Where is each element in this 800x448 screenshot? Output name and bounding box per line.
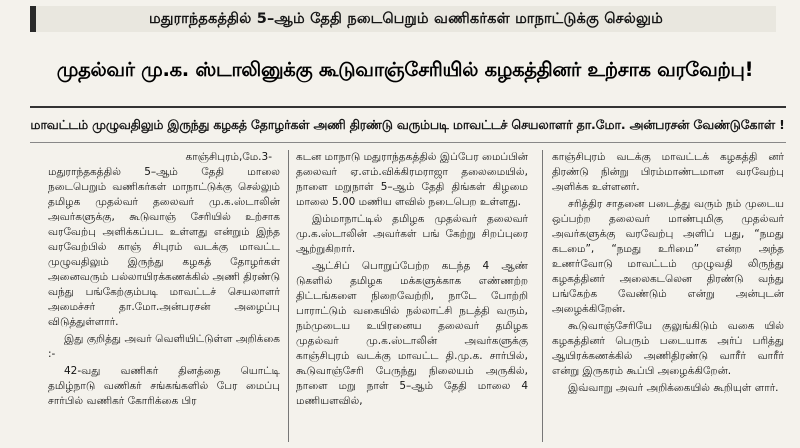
subhead-rule [30, 142, 786, 143]
headline: முதல்வர் மு.க. ஸ்டாலினுக்கு கூடுவாஞ்சேரியில் கழகத்தினர் உற்சாக வரவேற்பு! [56, 58, 754, 81]
paragraph: கூடுவாஞ்சேரியே குலுங்கிடும் வகை யில் கழகத்தினர் பெரும் படையாக அர்ப் பரித்து ஆயிரக்கணக்கில் அணிதிரண்டு வாரீர் வாரீர் என்று இருகரம் கூப்பி அழைக்கிறேன். [552, 320, 784, 377]
article-column-3 [552, 150, 784, 445]
paragraph: ஆட்சிப் பொறுப்பேற்ற கடந்த 4 ஆண் டுகளில் தமிழக மக்களுக்காக எண்ணற்ற திட்டங்களை நிறைவேற்றி, நாடே போற்றி பாராட்டும் வகையில் நல்லாட்சி நடத்தி வரும், நம்முடைய உயிரனைய தலைவர் தமிழக முதல்வர் மு.க.ஸ்டாலின் அவர்களுக்கு காஞ்சிபுரம் வடக்கு மாவட்ட தி.மு.க. சார்பில், கூடுவாஞ்சேரி பேருந்து நிலையம் அருகில், நாளை மறு நாள் 5–ஆம் தேதி மாலை 4 மணியளவில், [296, 260, 528, 407]
paragraph: கடன மாநாடு மதுராந்தகத்தில் இப்பேர மைப்பின் தலைவர் ஏ.எம்.விக்கிரமராஜா தலைமையில், நாளை மறுநாள் 5–ஆம் தேதி திங்கள் கிழமை மாலை 5.00 மணிய ளவில் நடைபெற உள்ளது. [296, 151, 528, 208]
paragraph: இம்மாநாட்டில் தமிழக முதல்வர் தலைவர் மு.க.ஸ்டாலின் அவர்கள் பங் கேற்று சிறப்புரை ஆற்றுகிறார். [296, 213, 528, 255]
dateline: காஞ்சிபுரம்,மே.3- [185, 151, 272, 163]
paragraph: சரித்திர சாதனை படைத்து வரும் நம் முடைய ஒப்பற்ற தலைவர் மாண்புமிகு முதல்வர் அவர்களுக்கு வரவேற்பு அளிப் பது, “நமது கடமை”, “நமது உரிமை” என்ற அந்த உணர்வோடு மாவட்டம் முழுவதி லிருந்து கழகத்தினர் அலைகடலென திரண்டு வந்து பங்கேற்க வேண்டும் என்று அன்புடன் அழைக்கிறேன். [552, 198, 784, 315]
paragraph: 42-வது வணிகர் தினத்தை யொட்டி தமிழ்நாடு வணிகர் சங்கங்களில் பேர மைப்பு சார்பில் வணிகர் கோரிக்கை பிர [48, 365, 280, 407]
article-column-1 [48, 150, 280, 445]
kicker-banner [30, 6, 776, 32]
kicker-text: மதுராந்தகத்தில் 5–ஆம் தேதி நடைபெறும் வணிகர்கள் மாநாட்டுக்கு செல்லும் [148, 11, 664, 27]
article-column-2 [296, 150, 528, 445]
paragraph: இது குறித்து அவர் வெளியிட்டுள்ள அறிக்கை :- [48, 333, 280, 360]
column-divider [542, 150, 543, 442]
headline-rule [30, 106, 786, 108]
subheadline: மாவட்டம் முழுவதிலும் இருந்து கழகத் தோழர்கள் அணி திரண்டு வரும்படி மாவட்டச் செயலாளர் தா.மோ. அன்பரசன் வேண்டுகோள் ! [30, 117, 785, 132]
paragraph: காஞ்சிபுரம் வடக்கு மாவட்டக் கழகத்தி னர் திரண்டு நின்று பிரம்மாண்டமான வரவேற்பு அளிக்க உள்ளனர். [552, 151, 784, 193]
paragraph: மதுராந்தகத்தில் 5–ஆம் தேதி மாலை நடைபெறும் வணிகர்கள் மாநாட்டுக்கு செல்லும் தமிழக முதல்வர் தலைவர் மு.க.ஸ்டாலின் அவர்களுக்கு, கூடுவாஞ் சேரியில் உற்சாக வரவேற்பு அளிக்கப்பட உள்ளது என்றும் இந்த வரவேற்பில் காஞ் சிபுரம் வடக்கு மாவட்ட முழுவதிலும் இருந்து கழகத் தோழர்கள் அனைவரும் பல்லாயிரக்கணக்கில் அணி திரண்டு வந்து பங்கேற்கும்படி மாவட்டச் செயலாளர் அமைச்சர் தா.மோ.அன்பரசன் அழைப்பு விடுத்துள்ளார். [48, 166, 280, 328]
paragraph: இவ்வாறு அவர் அறிக்கையில் கூறியுள் ளார். [568, 382, 779, 394]
column-divider [288, 150, 289, 442]
